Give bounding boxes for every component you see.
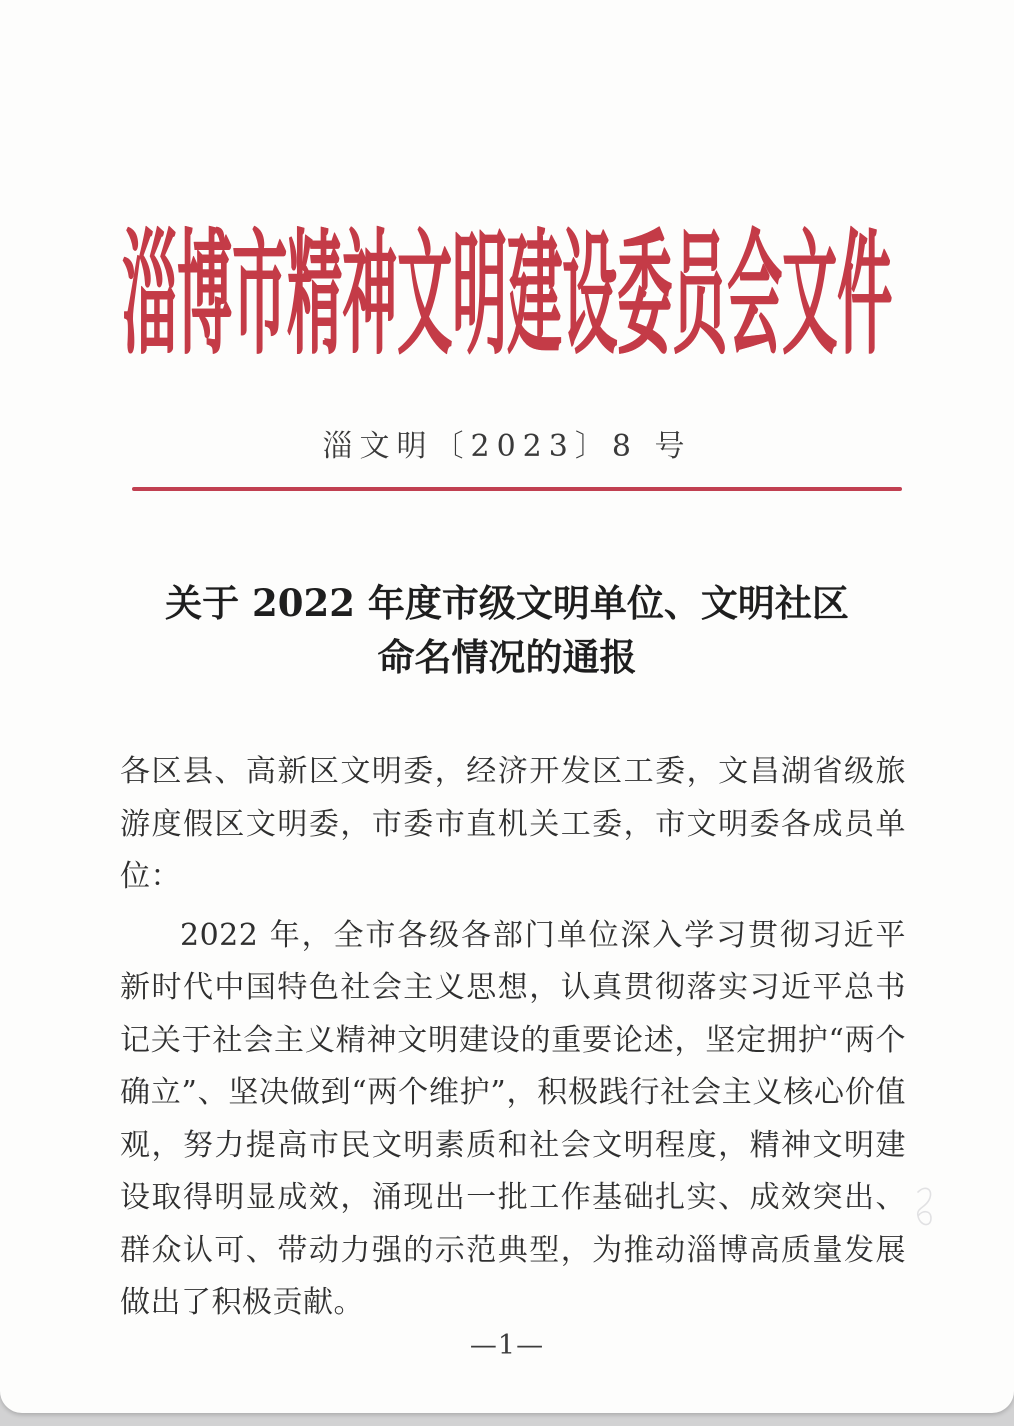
document-body xyxy=(120,746,906,1330)
page-number: —1— xyxy=(469,1330,545,1361)
document-title-line2: 命名情况的通报 xyxy=(377,635,637,679)
letterhead-title: 淄博市精神文明建设委员会文件 xyxy=(121,213,892,373)
body-paragraph: 2022 年，全市各级各部门单位深入学习贯彻习近平新时代中国特色社会主义思想，认真贯彻落实习近平总书记关于社会主义精神文明建设的重要论述，坚定拥护“两个确立”、坚决做到“两个维护”，积极践行社会主义核心价值观，努力提高市民文明素质和社会文明程度，精神文明建设取得明显成效，涌现出一批工作基础扎实、成效突出、群众认可、带动力强的示范典型，为推动淄博高质量发展做出了积极贡献。 xyxy=(120,917,906,1320)
official-letterhead xyxy=(0,213,1014,373)
salutation-paragraph: 各区县、高新区文明委，经济开发区工委，文昌湖省级旅游度假区文明委，市委市直机关工委，市文明委各成员单位： xyxy=(120,754,906,894)
pencil-mark xyxy=(898,1182,946,1246)
document-number: 淄文明〔2023〕8 号 xyxy=(322,429,692,464)
document-title xyxy=(0,576,1014,684)
document-title-line1: 关于 2022 年度市级文明单位、文明社区 xyxy=(165,581,849,625)
red-divider-line xyxy=(132,487,902,491)
